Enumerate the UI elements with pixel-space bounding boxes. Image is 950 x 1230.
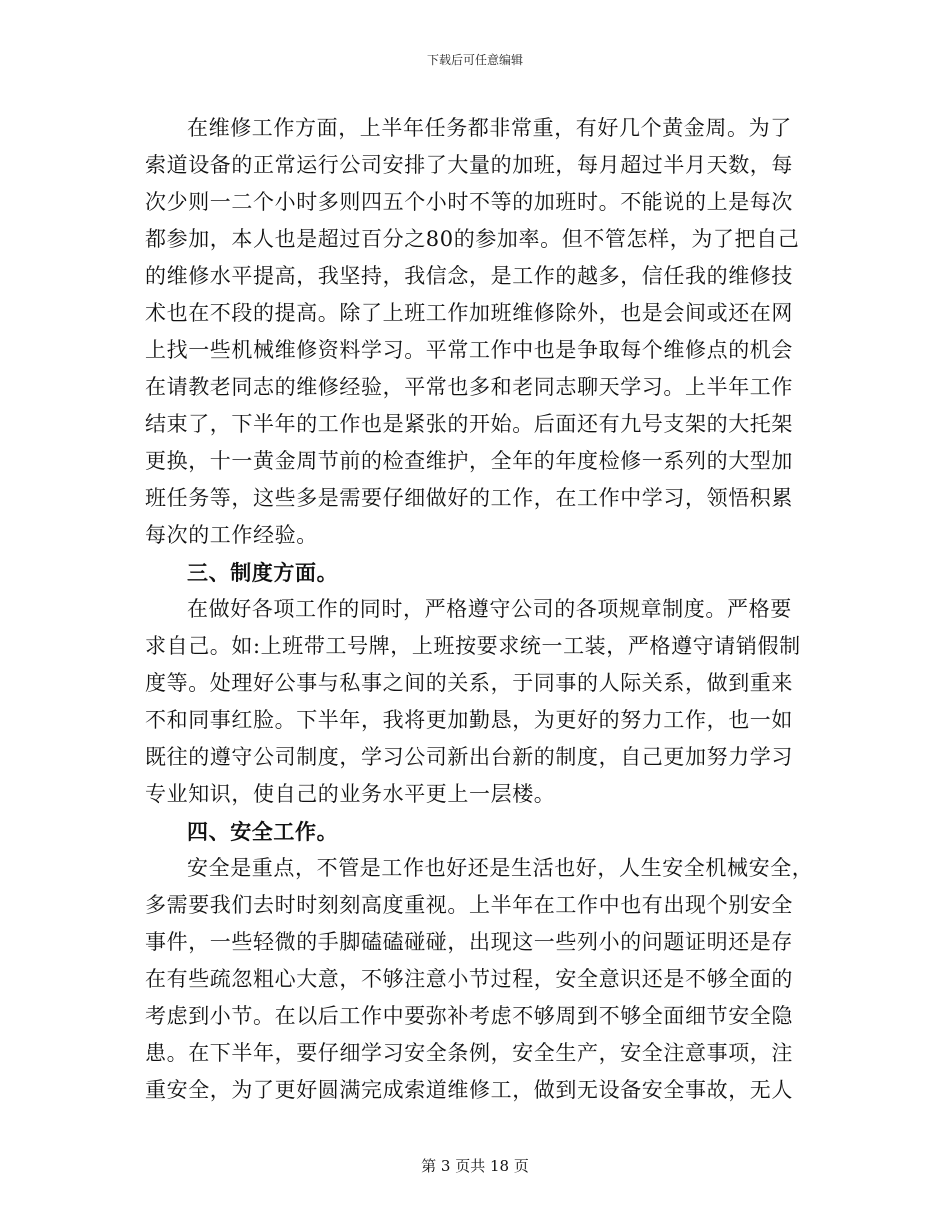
paragraph-line: 专业知识，使自己的业务水平更上一层楼。: [145, 782, 556, 806]
paragraph-line: 求自己。如:上班带工号牌，上班按要求统一工装，严格遵守请销假制: [145, 634, 801, 658]
page-header: 下载后可任意编辑: [426, 53, 523, 67]
paragraph-line: 多需要我们去时时刻刻高度重视。上半年在工作中也有出现个别安全: [145, 893, 793, 917]
paragraph-line: 度等。处理好公事与私事之间的关系，于同事的人际关系，做到重来: [145, 671, 793, 695]
paragraph-line: 安全是重点，不管是工作也好还是生活也好，人生安全机械安全，: [187, 856, 814, 880]
paragraph-line: 考虑到小节。在以后工作中要弥补考虑不够周到不够全面细节安全隐: [145, 1004, 793, 1028]
section-heading-system: 三、制度方面。: [187, 560, 339, 585]
paragraph-line: 在做好各项工作的同时，严格遵守公司的各项规章制度。严格要: [187, 597, 792, 621]
paragraph-line: 上找一些机械维修资料学习。平常工作中也是争取每个维修点的机会: [145, 338, 793, 362]
paragraph-line: 更换，十一黄金周节前的检查维护，全年的年度检修一系列的大型加: [145, 449, 793, 473]
paragraph-line: 在有些疏忽粗心大意，不够注意小节过程，安全意识还是不够全面的: [145, 967, 793, 991]
page-number: 第 3 页共 18 页: [421, 1157, 529, 1175]
paragraph-line: 既往的遵守公司制度，学习公司新出台新的制度，自己更加努力学习: [145, 745, 793, 769]
document-body: [145, 110, 814, 1109]
paragraph-line: 结束了，下半年的工作也是紧张的开始。后面还有九号支架的大托架: [145, 412, 793, 436]
section-heading-safety: 四、安全工作。: [187, 819, 339, 844]
paragraph-line: 患。在下半年，要仔细学习安全条例，安全生产，安全注意事项，注: [145, 1041, 793, 1065]
paragraph-line: 在维修工作方面，上半年任务都非常重，有好几个黄金周。为了: [187, 116, 792, 140]
paragraph-line: 术也在不段的提高。除了上班工作加班维修除外，也是会间或还在网: [145, 301, 793, 325]
paragraph-line: 事件，一些轻微的手脚磕磕碰碰，出现这一些列小的问题证明还是存: [145, 930, 793, 954]
paragraph-line: 在请教老同志的维修经验，平常也多和老同志聊天学习。上半年工作: [145, 375, 793, 399]
paragraph-line: 重安全，为了更好圆满完成索道维修工，做到无设备安全事故，无人: [145, 1078, 793, 1102]
paragraph-line: 不和同事红脸。下半年，我将更加勤恳，为更好的努力工作，也一如: [145, 708, 793, 732]
paragraph-line: 索道设备的正常运行公司安排了大量的加班，每月超过半月天数，每: [145, 153, 793, 177]
paragraph-line: 次少则一二个小时多则四五个小时不等的加班时。不能说的上是每次: [145, 190, 793, 214]
paragraph-line: 班任务等，这些多是需要仔细做好的工作，在工作中学习，领悟积累: [145, 486, 793, 510]
paragraph-line: 都参加，本人也是超过百分之80的参加率。但不管怎样，为了把自己: [145, 227, 800, 251]
paragraph-line: 的维修水平提高，我坚持，我信念，是工作的越多，信任我的维修技: [145, 264, 793, 288]
paragraph-line: 每次的工作经验。: [145, 523, 318, 547]
